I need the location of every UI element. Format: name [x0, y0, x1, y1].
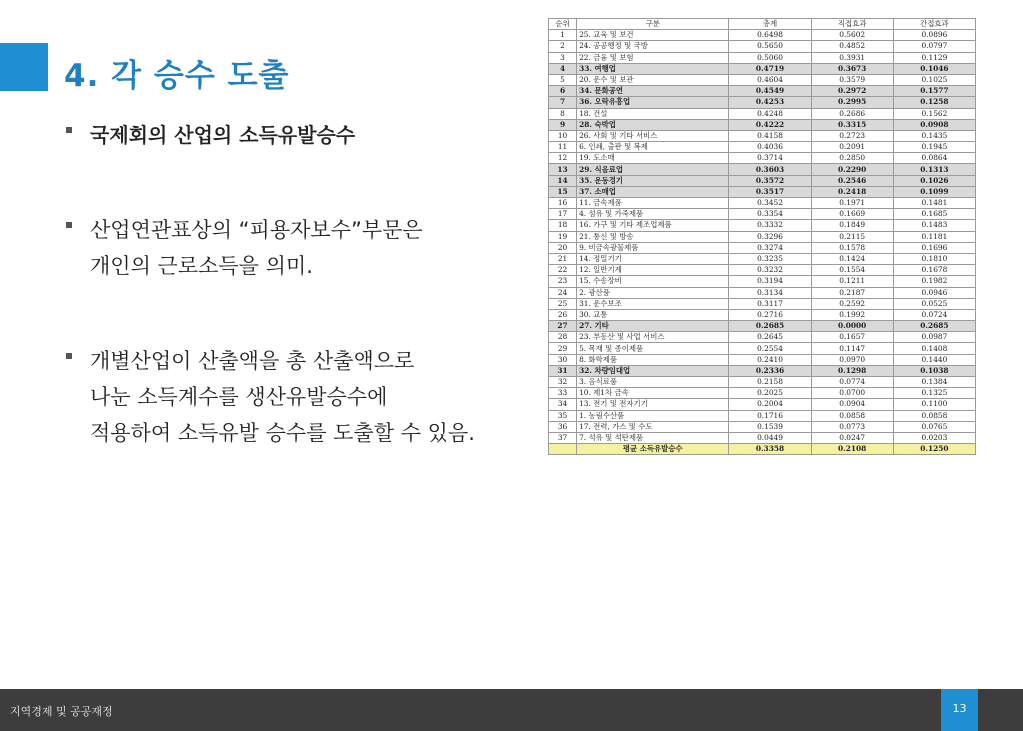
direct-cell: 0.3931 [811, 52, 893, 63]
direct-cell: 0.0970 [811, 354, 893, 365]
category-cell: 1. 농림수산품 [577, 410, 729, 421]
table-row [549, 142, 976, 153]
total-cell: 0.2685 [729, 321, 811, 332]
total-cell: 0.3235 [729, 253, 811, 264]
page-number: 13 [952, 702, 967, 715]
rank-cell: 33 [549, 388, 577, 399]
total-cell: 0.2410 [729, 354, 811, 365]
direct-cell: 0.1971 [811, 198, 893, 209]
total-cell: 0.2554 [729, 343, 811, 354]
table-row [549, 41, 976, 52]
rank-cell: 5 [549, 74, 577, 85]
table-row [549, 108, 976, 119]
income-multiplier-table [548, 18, 976, 455]
total-cell: 0.3194 [729, 276, 811, 287]
category-cell: 13. 전기 및 전자기기 [577, 399, 729, 410]
header-indirect: 간접효과 [893, 19, 975, 30]
average-indirect: 0.1250 [893, 444, 975, 455]
direct-cell: 0.2723 [811, 130, 893, 141]
footer-bar [0, 689, 1023, 731]
table-body [549, 30, 976, 444]
indirect-cell: 0.1026 [893, 175, 975, 186]
total-cell: 0.3517 [729, 186, 811, 197]
rank-cell: 8 [549, 108, 577, 119]
indirect-cell: 0.1810 [893, 253, 975, 264]
category-cell: 25. 교육 및 보건 [577, 30, 729, 41]
category-cell: 11. 금속제품 [577, 198, 729, 209]
indirect-cell: 0.0864 [893, 153, 975, 164]
direct-cell: 0.2115 [811, 231, 893, 242]
rank-cell: 26 [549, 309, 577, 320]
rank-cell: 11 [549, 142, 577, 153]
indirect-cell: 0.1678 [893, 265, 975, 276]
indirect-cell: 0.1181 [893, 231, 975, 242]
category-cell: 3. 음식료품 [577, 377, 729, 388]
indirect-cell: 0.0987 [893, 332, 975, 343]
square-bullet-icon [66, 127, 72, 133]
category-cell: 30. 교통 [577, 309, 729, 320]
total-cell: 0.1539 [729, 421, 811, 432]
direct-cell: 0.1554 [811, 265, 893, 276]
category-cell: 15. 수송장비 [577, 276, 729, 287]
indirect-cell: 0.1313 [893, 164, 975, 175]
table-row [549, 231, 976, 242]
table-row [549, 399, 976, 410]
direct-cell: 0.0774 [811, 377, 893, 388]
rank-cell: 15 [549, 186, 577, 197]
direct-cell: 0.2546 [811, 175, 893, 186]
direct-cell: 0.1147 [811, 343, 893, 354]
rank-cell: 22 [549, 265, 577, 276]
rank-cell: 23 [549, 276, 577, 287]
total-cell: 0.1716 [729, 410, 811, 421]
total-cell: 0.5650 [729, 41, 811, 52]
direct-cell: 0.1211 [811, 276, 893, 287]
table-header-row [549, 19, 976, 30]
indirect-cell: 0.1982 [893, 276, 975, 287]
bullet-text: 산업연관표상의 “피용자보수”부문은 [90, 218, 423, 242]
total-cell: 0.2025 [729, 388, 811, 399]
total-cell: 0.2004 [729, 399, 811, 410]
table-row [549, 63, 976, 74]
footer-text: 지역경제 및 공공재정 [10, 705, 113, 718]
category-cell: 33. 여행업 [577, 63, 729, 74]
indirect-cell: 0.1577 [893, 86, 975, 97]
rank-cell: 3 [549, 52, 577, 63]
total-cell: 0.4036 [729, 142, 811, 153]
indirect-cell: 0.1562 [893, 108, 975, 119]
total-cell: 0.3134 [729, 287, 811, 298]
total-cell: 0.4222 [729, 119, 811, 130]
category-cell: 31. 운수보조 [577, 298, 729, 309]
indirect-cell: 0.2685 [893, 321, 975, 332]
rank-cell: 34 [549, 399, 577, 410]
direct-cell: 0.2187 [811, 287, 893, 298]
table-row [549, 52, 976, 63]
category-cell: 10. 제1차 금속 [577, 388, 729, 399]
rank-cell: 28 [549, 332, 577, 343]
category-cell: 28. 숙박업 [577, 119, 729, 130]
header-total: 총계 [729, 19, 811, 30]
direct-cell: 0.1669 [811, 209, 893, 220]
rank-cell: 37 [549, 432, 577, 443]
total-cell: 0.5060 [729, 52, 811, 63]
indirect-cell: 0.1440 [893, 354, 975, 365]
indirect-cell: 0.1325 [893, 388, 975, 399]
rank-cell: 12 [549, 153, 577, 164]
total-cell: 0.4719 [729, 63, 811, 74]
total-cell: 0.3354 [729, 209, 811, 220]
category-cell: 2. 광산품 [577, 287, 729, 298]
table-row [549, 332, 976, 343]
average-rank-cell [549, 444, 577, 455]
total-cell: 0.3452 [729, 198, 811, 209]
direct-cell: 0.2972 [811, 86, 893, 97]
direct-cell: 0.1657 [811, 332, 893, 343]
table-row [549, 242, 976, 253]
rank-cell: 18 [549, 220, 577, 231]
total-cell: 0.3232 [729, 265, 811, 276]
indirect-cell: 0.1483 [893, 220, 975, 231]
slide-title: 4. 각 승수 도출 [64, 58, 290, 94]
direct-cell: 0.1578 [811, 242, 893, 253]
bullet-item-2 [66, 212, 536, 284]
square-bullet-icon [66, 222, 72, 228]
direct-cell: 0.2418 [811, 186, 893, 197]
total-cell: 0.3274 [729, 242, 811, 253]
rank-cell: 2 [549, 41, 577, 52]
average-direct: 0.2108 [811, 444, 893, 455]
header-direct: 직접효과 [811, 19, 893, 30]
rank-cell: 19 [549, 231, 577, 242]
table-row [549, 321, 976, 332]
indirect-cell: 0.0896 [893, 30, 975, 41]
total-cell: 0.4549 [729, 86, 811, 97]
table-row [549, 365, 976, 376]
rank-cell: 31 [549, 365, 577, 376]
direct-cell: 0.1298 [811, 365, 893, 376]
category-cell: 7. 석유 및 석탄제품 [577, 432, 729, 443]
square-bullet-icon [66, 353, 72, 359]
category-cell: 4. 섬유 및 가죽제품 [577, 209, 729, 220]
table-row [549, 253, 976, 264]
direct-cell: 0.0773 [811, 421, 893, 432]
category-cell: 5. 목재 및 종이제품 [577, 343, 729, 354]
total-cell: 0.3332 [729, 220, 811, 231]
indirect-cell: 0.1408 [893, 343, 975, 354]
indirect-cell: 0.1038 [893, 365, 975, 376]
direct-cell: 0.0000 [811, 321, 893, 332]
indirect-cell: 0.1384 [893, 377, 975, 388]
category-cell: 29. 식음료업 [577, 164, 729, 175]
table-row [549, 209, 976, 220]
direct-cell: 0.0904 [811, 399, 893, 410]
rank-cell: 32 [549, 377, 577, 388]
indirect-cell: 0.1696 [893, 242, 975, 253]
direct-cell: 0.3579 [811, 74, 893, 85]
rank-cell: 4 [549, 63, 577, 74]
title-accent-block [0, 43, 48, 91]
table-row [549, 175, 976, 186]
total-cell: 0.3714 [729, 153, 811, 164]
table-row [549, 421, 976, 432]
category-cell: 16. 가구 및 기타 제조업제품 [577, 220, 729, 231]
category-cell: 14. 정밀기기 [577, 253, 729, 264]
table-row [549, 309, 976, 320]
table-row [549, 343, 976, 354]
rank-cell: 25 [549, 298, 577, 309]
rank-cell: 10 [549, 130, 577, 141]
category-cell: 22. 금융 및 보험 [577, 52, 729, 63]
indirect-cell: 0.0797 [893, 41, 975, 52]
category-cell: 24. 공공행정 및 국방 [577, 41, 729, 52]
average-label: 평균 소득유발승수 [577, 444, 729, 455]
category-cell: 32. 차량임대업 [577, 365, 729, 376]
total-cell: 0.0449 [729, 432, 811, 443]
table-row [549, 119, 976, 130]
table-row [549, 287, 976, 298]
table-row [549, 74, 976, 85]
direct-cell: 0.2850 [811, 153, 893, 164]
category-cell: 8. 화학제품 [577, 354, 729, 365]
table-row [549, 153, 976, 164]
total-cell: 0.3572 [729, 175, 811, 186]
total-cell: 0.3603 [729, 164, 811, 175]
header-rank: 순위 [549, 19, 577, 30]
bullet-item-3 [66, 343, 536, 451]
indirect-cell: 0.1258 [893, 97, 975, 108]
category-cell: 19. 도소매 [577, 153, 729, 164]
indirect-cell: 0.1481 [893, 198, 975, 209]
category-cell: 35. 운동경기 [577, 175, 729, 186]
category-cell: 27. 기타 [577, 321, 729, 332]
table-row [549, 432, 976, 443]
direct-cell: 0.5602 [811, 30, 893, 41]
bullet-text: 개인의 근로소득을 의미. [90, 254, 313, 278]
table-row [549, 30, 976, 41]
table-row [549, 97, 976, 108]
table-row [549, 388, 976, 399]
header-category: 구분 [577, 19, 729, 30]
indirect-cell: 0.0724 [893, 309, 975, 320]
rank-cell: 35 [549, 410, 577, 421]
indirect-cell: 0.1025 [893, 74, 975, 85]
total-cell: 0.4248 [729, 108, 811, 119]
total-cell: 0.3117 [729, 298, 811, 309]
rank-cell: 21 [549, 253, 577, 264]
table-row [549, 164, 976, 175]
rank-cell: 17 [549, 209, 577, 220]
rank-cell: 7 [549, 97, 577, 108]
rank-cell: 13 [549, 164, 577, 175]
total-cell: 0.4253 [729, 97, 811, 108]
total-cell: 0.2336 [729, 365, 811, 376]
direct-cell: 0.4852 [811, 41, 893, 52]
direct-cell: 0.1424 [811, 253, 893, 264]
category-cell: 36. 오락유흥업 [577, 97, 729, 108]
direct-cell: 0.2995 [811, 97, 893, 108]
indirect-cell: 0.0858 [893, 410, 975, 421]
bullet-item-1 [66, 117, 536, 153]
indirect-cell: 0.0765 [893, 421, 975, 432]
indirect-cell: 0.1435 [893, 130, 975, 141]
direct-cell: 0.1992 [811, 309, 893, 320]
category-cell: 17. 전력, 가스 및 수도 [577, 421, 729, 432]
average-row [549, 444, 976, 455]
direct-cell: 0.1849 [811, 220, 893, 231]
direct-cell: 0.0700 [811, 388, 893, 399]
indirect-cell: 0.0203 [893, 432, 975, 443]
indirect-cell: 0.1945 [893, 142, 975, 153]
category-cell: 18. 건설 [577, 108, 729, 119]
table-row [549, 276, 976, 287]
total-cell: 0.2158 [729, 377, 811, 388]
table-row [549, 298, 976, 309]
rank-cell: 24 [549, 287, 577, 298]
category-cell: 12. 일반기계 [577, 265, 729, 276]
indirect-cell: 0.0525 [893, 298, 975, 309]
category-cell: 37. 소매업 [577, 186, 729, 197]
bullet-text: 적용하여 소득유발 승수를 도출할 수 있음. [90, 421, 475, 445]
rank-cell: 14 [549, 175, 577, 186]
rank-cell: 30 [549, 354, 577, 365]
indirect-cell: 0.0908 [893, 119, 975, 130]
total-cell: 0.4604 [729, 74, 811, 85]
direct-cell: 0.3315 [811, 119, 893, 130]
rank-cell: 36 [549, 421, 577, 432]
table-row [549, 377, 976, 388]
rank-cell: 20 [549, 242, 577, 253]
table-row [549, 86, 976, 97]
bullet-text: 국제회의 산업의 소득유발승수 [90, 123, 356, 147]
table-row [549, 354, 976, 365]
rank-cell: 29 [549, 343, 577, 354]
total-cell: 0.3296 [729, 231, 811, 242]
indirect-cell: 0.1100 [893, 399, 975, 410]
indirect-cell: 0.1046 [893, 63, 975, 74]
table-row [549, 130, 976, 141]
rank-cell: 6 [549, 86, 577, 97]
indirect-cell: 0.0946 [893, 287, 975, 298]
category-cell: 20. 운수 및 보관 [577, 74, 729, 85]
category-cell: 23. 부동산 및 사업 서비스 [577, 332, 729, 343]
indirect-cell: 0.1129 [893, 52, 975, 63]
table-row [549, 265, 976, 276]
table-row [549, 186, 976, 197]
category-cell: 6. 인쇄, 출판 및 복제 [577, 142, 729, 153]
rank-cell: 27 [549, 321, 577, 332]
total-cell: 0.2716 [729, 309, 811, 320]
rank-cell: 1 [549, 30, 577, 41]
direct-cell: 0.2290 [811, 164, 893, 175]
direct-cell: 0.0858 [811, 410, 893, 421]
table-row [549, 220, 976, 231]
bullet-text: 개별산업이 산출액을 총 산출액으로 [90, 349, 415, 373]
total-cell: 0.2645 [729, 332, 811, 343]
total-cell: 0.4158 [729, 130, 811, 141]
table-row [549, 198, 976, 209]
total-cell: 0.6498 [729, 30, 811, 41]
direct-cell: 0.2091 [811, 142, 893, 153]
direct-cell: 0.2686 [811, 108, 893, 119]
table-row [549, 410, 976, 421]
bullet-text: 나눈 소득계수를 생산유발승수에 [90, 385, 388, 409]
indirect-cell: 0.1099 [893, 186, 975, 197]
rank-cell: 16 [549, 198, 577, 209]
rank-cell: 9 [549, 119, 577, 130]
page-number-box [941, 689, 978, 731]
category-cell: 26. 사회 및 기타 서비스 [577, 130, 729, 141]
category-cell: 21. 통신 및 방송 [577, 231, 729, 242]
category-cell: 9. 비금속광물제품 [577, 242, 729, 253]
direct-cell: 0.0247 [811, 432, 893, 443]
category-cell: 34. 문화공연 [577, 86, 729, 97]
direct-cell: 0.2592 [811, 298, 893, 309]
direct-cell: 0.3673 [811, 63, 893, 74]
average-total: 0.3358 [729, 444, 811, 455]
indirect-cell: 0.1685 [893, 209, 975, 220]
